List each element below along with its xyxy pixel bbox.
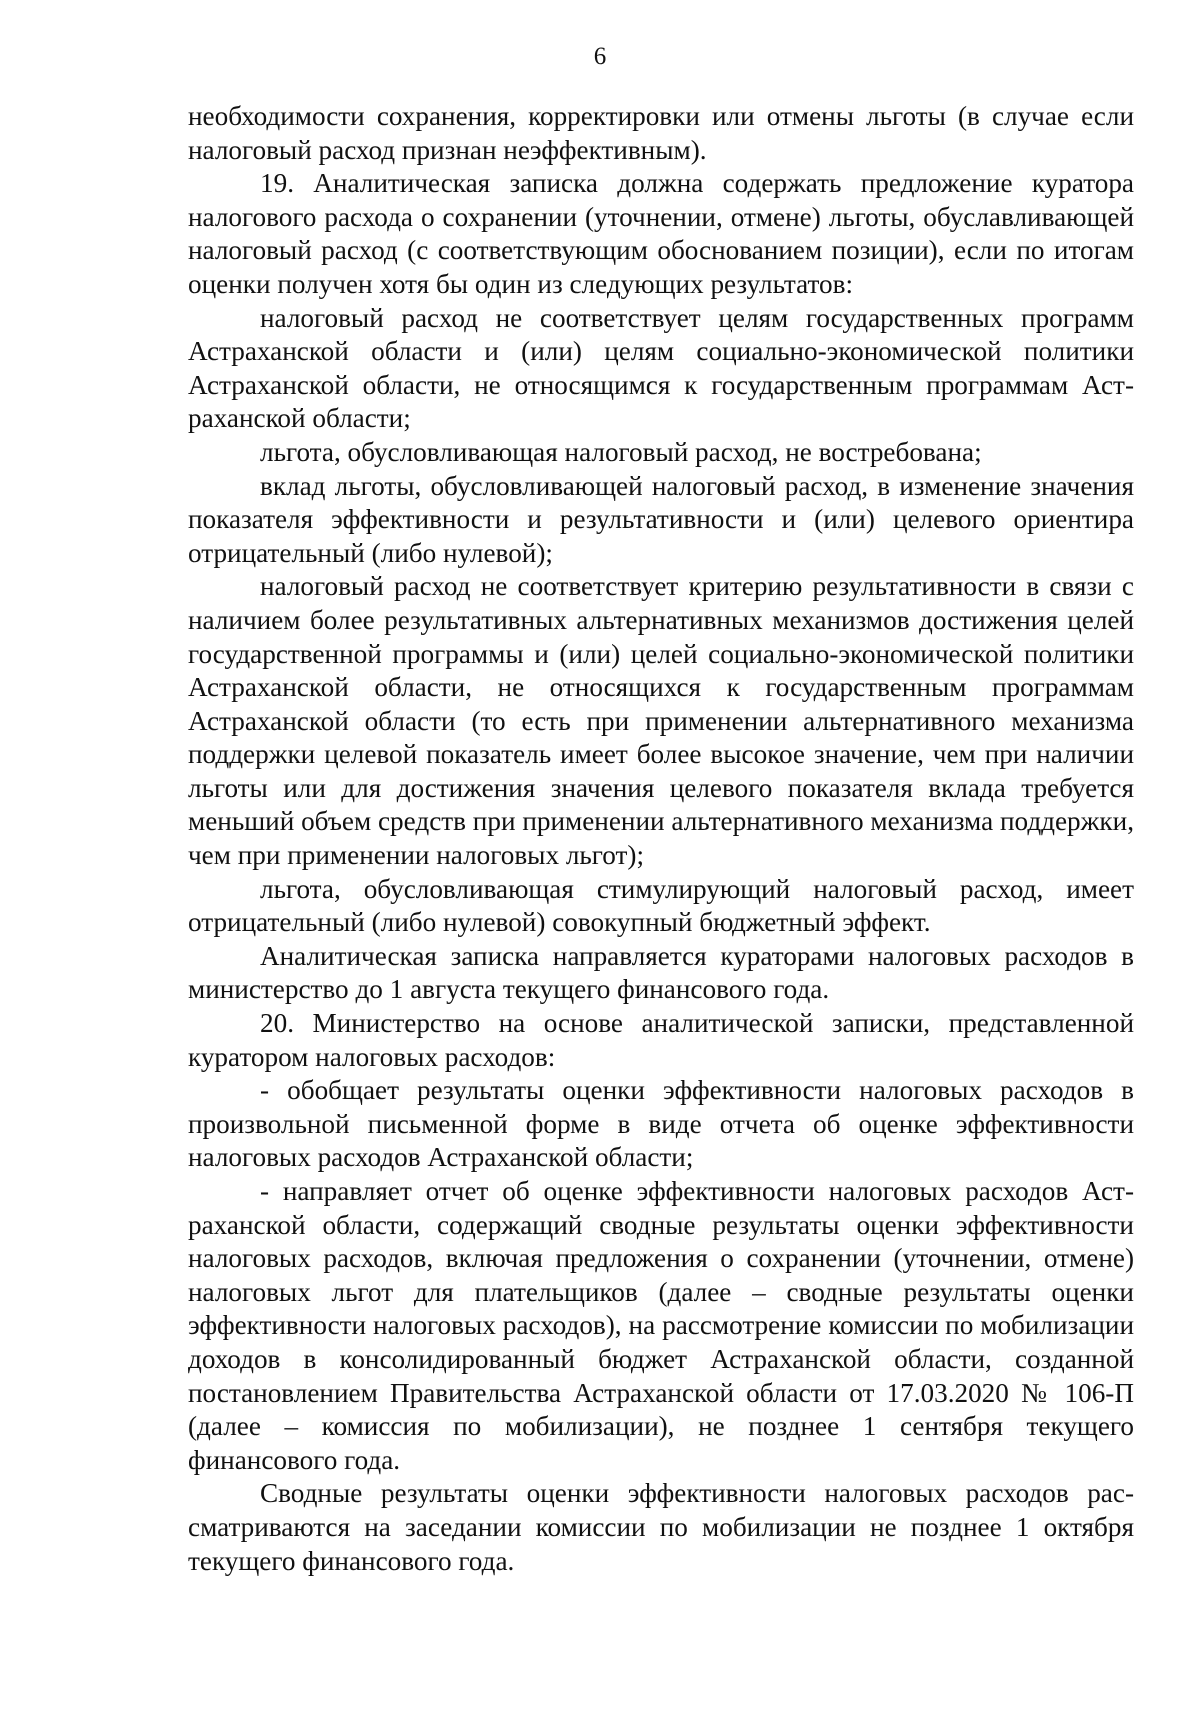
paragraph-item-19: 19. Аналитическая записка должна содержать предложение куратора налогового расхода о сохранении (уточнении, отмене) льготы, обуславливающей налоговый расход (с соответствующим обоснованием позиции), если по итогам оценки получен хотя бы один из следующих результатов:: [188, 168, 1134, 299]
paragraph-condition-not-demanded: льгота, обусловливающая налоговый расход, не востребована;: [260, 436, 982, 467]
paragraph-item-20: 20. Министерство на основе аналитической записки, представленной куратором налоговых расходов:: [188, 1008, 1134, 1072]
page-number: 6: [593, 43, 607, 70]
paragraph-continuation: необходимости сохранения, корректировки или отмены льготы (в случае если налоговый расход признан неэффективным).: [188, 101, 1134, 165]
paragraph-summary-review: Сводные результаты оценки эффективности налоговых расходов рассматриваются на заседании комиссии по мобилизации не позднее 1 октября текущего финансового года.: [188, 1478, 1134, 1576]
paragraph-bullet-sends-report: - направляет отчет об оценке эффективности налоговых расходов Астраханской области, содержащий сводные результаты оценки эффективности налоговых расходов, включая предложения о сохранении (уточнении, отмене) налоговых льгот для плательщиков (далее – сводные результаты оценки эффективности налоговых расходов), на рассмотрение комиссии по мобилизации доходов в консолидированный бюджет Астраханской области, созданной постановлением Правительства Астраханской области от 17.03.2020 № 106-П (далее – комиссия по мобилизации), не позднее 1 сентября текущего финансового года.: [188, 1176, 1134, 1475]
document-body: [188, 100, 1134, 1578]
paragraph-bullet-summarizes: - обобщает результаты оценки эффективности налоговых расходов в произвольной письменной форме в виде отчета об оценке эффективности налоговых расходов Астраханской области;: [188, 1075, 1134, 1173]
paragraph-condition-contribution: вклад льготы, обусловливающей налоговый расход, в изменение значения показателя эффективности и результативности и (или) целевого ориентира отрицательный (либо нулевой);: [188, 470, 1134, 568]
paragraph-note-deadline: Аналитическая записка направляется кураторами налоговых расходов в министерство до 1 августа текущего финансового года.: [188, 940, 1134, 1005]
paragraph-condition-effectiveness: налоговый расход не соответствует критерию результативности в связи с наличием более результативных альтернативных механизмов достижения целей государственной программы и (или) целей социально-экономической политики Астраханской области, не относящихся к государственным программам Астраханской области (то есть при применении альтернативного механизма поддержки целевой показатель имеет более высокое значение, чем при наличии льготы или для достижения значения целевого показателя вклада требуется меньший объем средств при применении альтернативного механизма поддержки, чем при применении налоговых льгот);: [188, 571, 1134, 871]
paragraph-condition-programs: налоговый расход не соответствует целям государственных программ Астраханской области и (или) целям социально-экономической политики Астраханской области, не относящимся к государственным программам Астраханской области;: [188, 302, 1134, 434]
paragraph-condition-budget-effect: льгота, обусловливающая стимулирующий налоговый расход, имеет отрицательный (либо нулевой) совокупный бюджетный эффект.: [188, 873, 1134, 938]
